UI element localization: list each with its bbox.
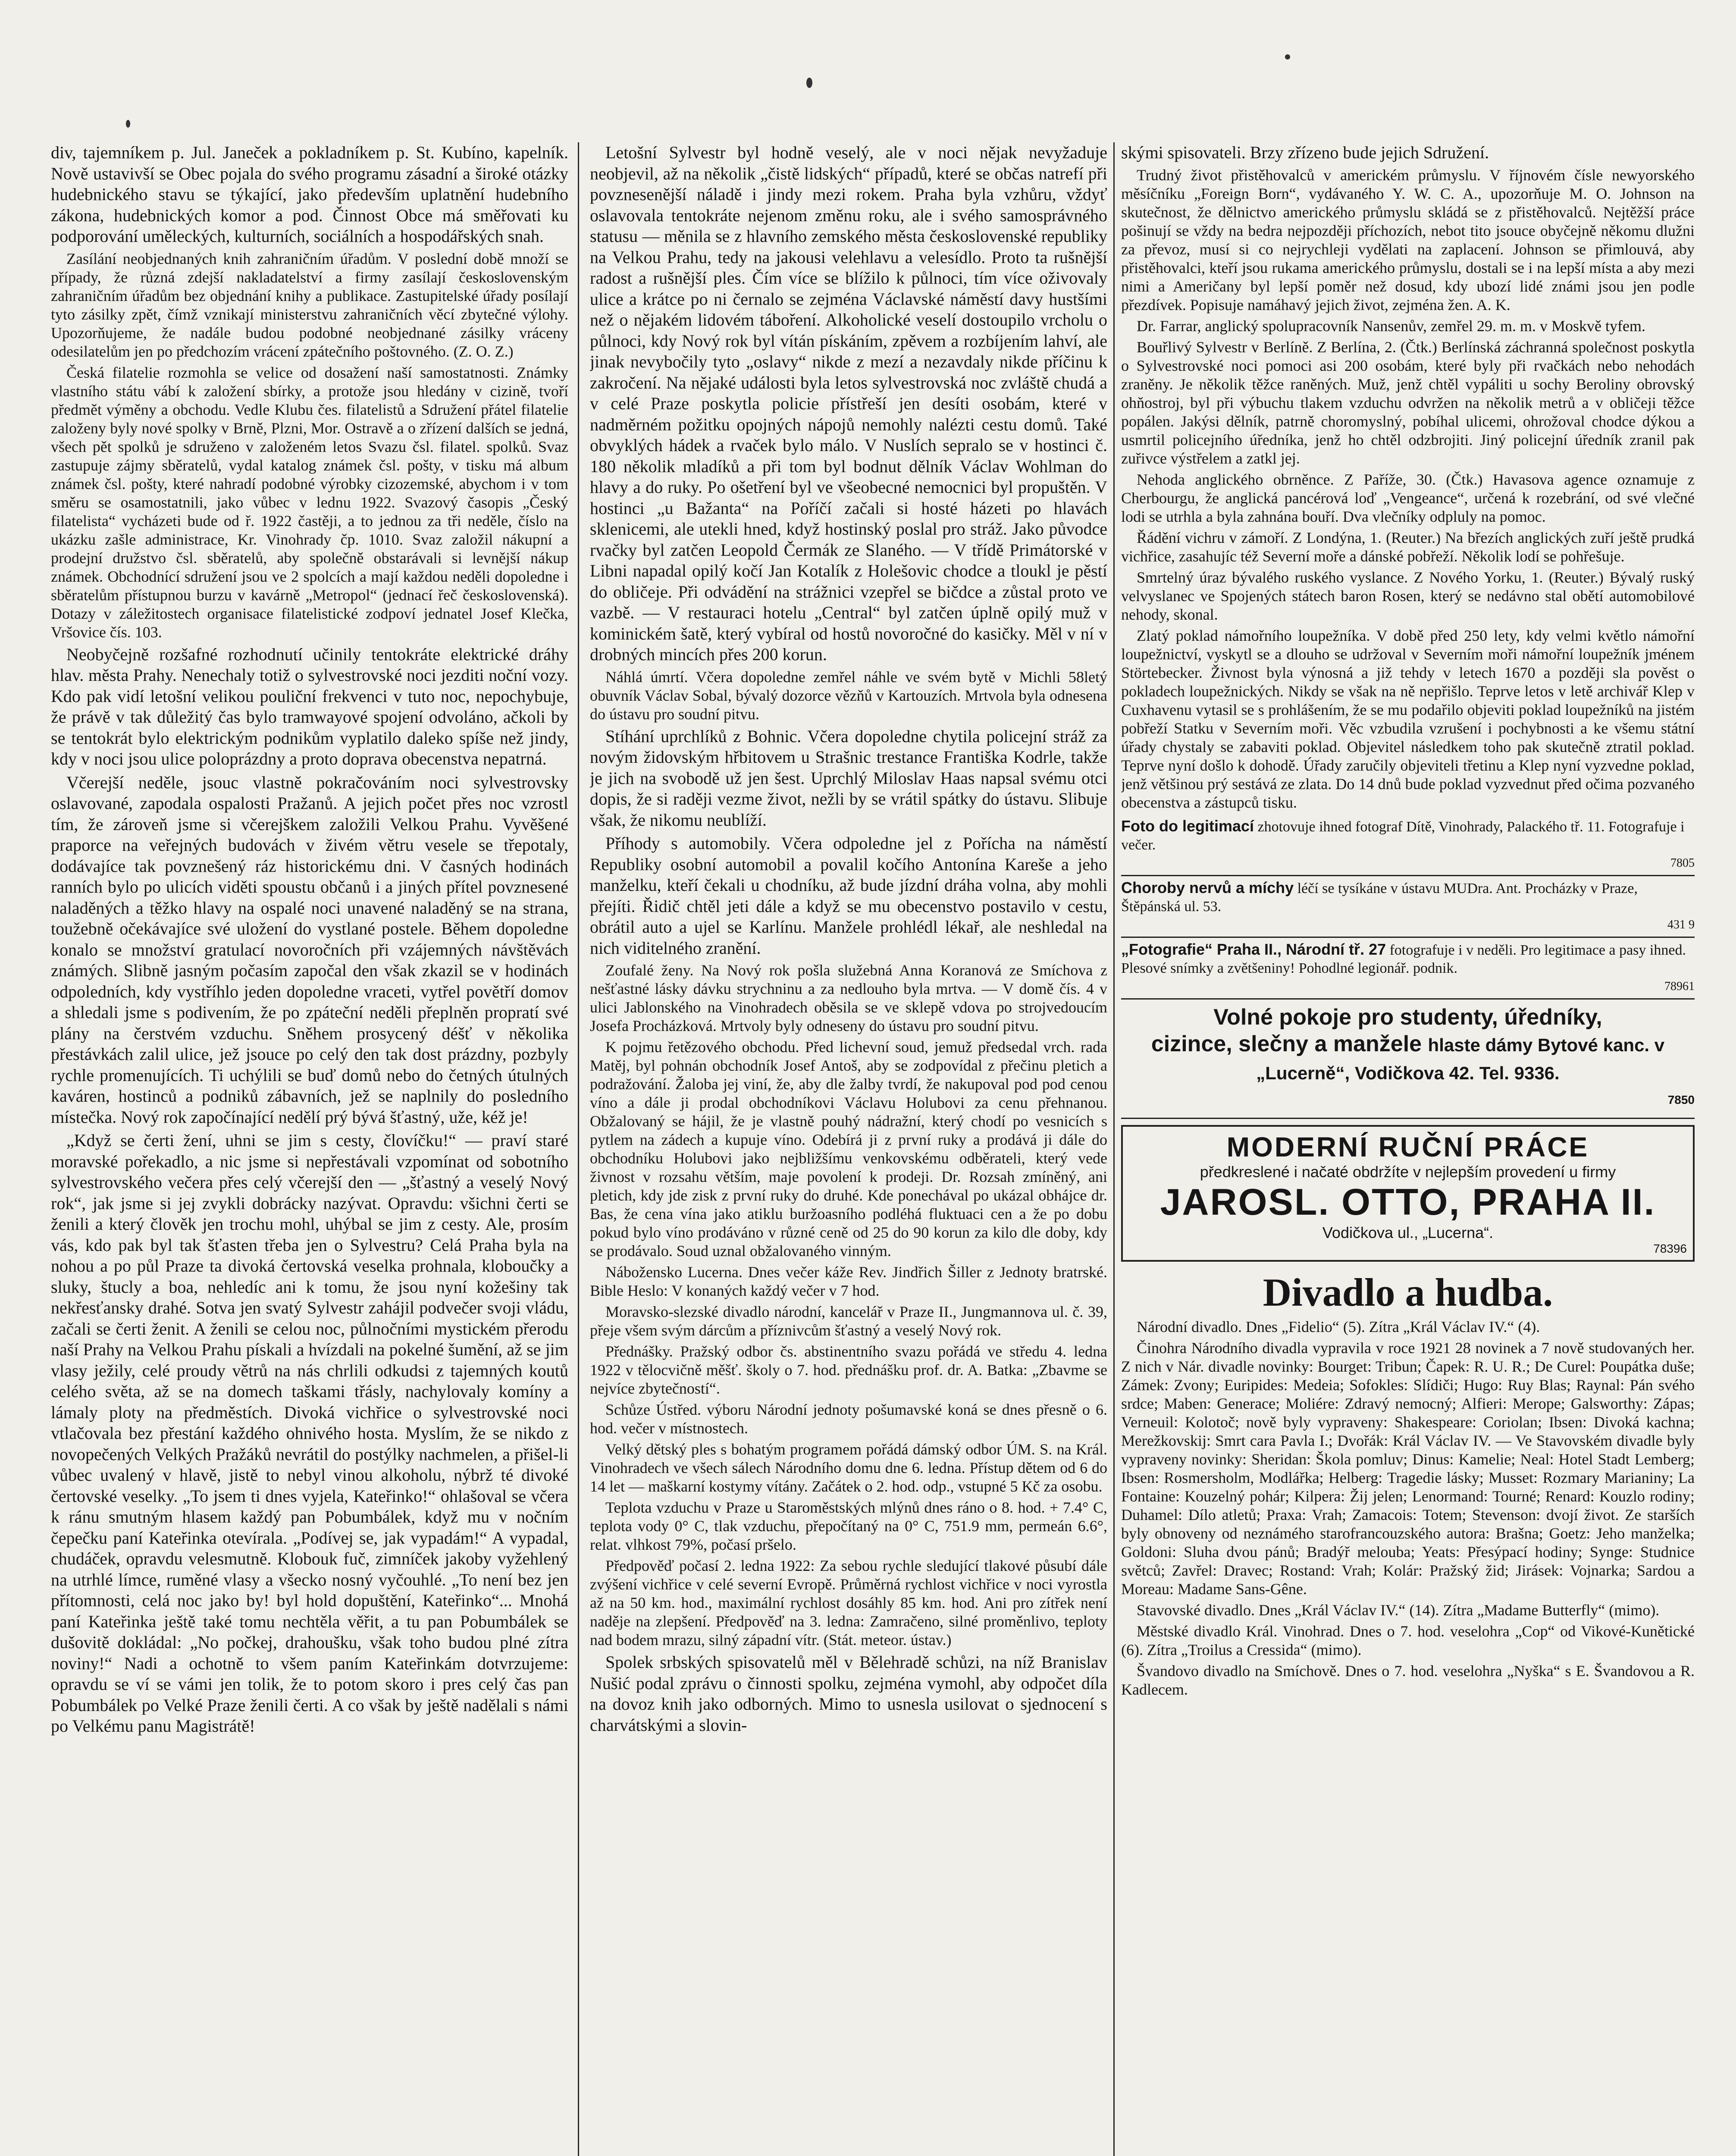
ad-label: Foto do legitimací	[1121, 817, 1254, 835]
theatre-paragraph: Stavovské divadlo. Dnes „Král Václav IV.“ (14). Zítra „Madame Butterfly“ (mimo).	[1137, 1601, 1660, 1619]
ink-speck	[126, 120, 130, 128]
ink-speck	[806, 78, 812, 88]
article-paragraph: Moravsko-slezské divadlo národní, kancelář v Praze II., Jungmannova ul. č. 39, přeje všem svým dárcům a příznivcům šťastný a veselý Nový rok.	[590, 1303, 1107, 1339]
classified-ad-fotografie	[1121, 938, 1695, 1000]
article-paragraph: Příhody s automobily. Včera odpoledne jel z Pořícha na náměstí Republiky osobní automobil a povalil kočího Antonína Kareše a jeho manželku, kteří čekali u chodníku, až bude jízdní dráha volna, aby mohli přejíti. Řidič chtěl jeti dále a když se mu obecenstvo postavilo v cestu, obrátil auto a ujel se Karlínu. Manžele prohlédl lékař, ale neshledal na nich viditelného zranění.	[590, 834, 1107, 958]
article-paragraph: Neobyčejně rozšafné rozhodnutí učinily tentokráte elektrické dráhy hlav. města Prahy. Nenechaly totiž o sylvestrovské noci jezditi noční vozy. Kdo pak vidí letošní velikou pouliční frekvenci v tuto noc, nepochybuje, že právě v tak důležitý čas bylo tramwayové spojení odvoláno, ačkoli by se tentokrát bylo elektrickým podnikům vyplatilo daleko spíše než jindy, kdy v noci jsou ulice poloprázdny a proto doprava obecenstva nepatrná.	[51, 644, 568, 768]
article-paragraph: Letošní Sylvestr byl hodně veselý, ale v noci nějak nevyžaduje neobjevil, až na několik „čistě lidských“ případů, které se občas natrefí při povznesenější náladě i jindy mezi rokem. Praha byla vzhůru, vždyť oslavovala tentokráte nejenom změnu roku, ale i svého samosprávného statusu — měnila se z hlavního zemského města československé republiky na Velkou Prahu, tedy na jakousi velehlavu a velesídlo. Proto ta rušnější radost a rušnější ples. Čím více se blížilo k půlnoci, tím více oživovaly ulice a krátce po ni černalo se zejména Václavské náměstí davy hustšími než o nějakém lidovém táboření. Alkoholické veselí dostoupilo vrcholu o půlnoci, kdy Nový rok byl vítán pískáním, zpěvem a rozbíjením lahví, ale jinak nevybočily tyto „oslavy“ nikde z mezí a nezavdaly nikde příčinu k zakročení. Na nějaké události byla letos sylvestrovská noc zvláště chudá a v celé Praze poskytla policie přístřeší jen desíti osobám, které v nadměrném požitku opojných nápojů nemohly nalézti cestu domů. Také obvyklých hádek a rvaček bylo málo. V Nuslích sepralo se v hostinci č. 180 několik mladíků a při tom byl bodnut dělník Václav Wohlman do hlavy a do ruky. Po ošetření byl ve všeobecné nemocnici byl propuštěn. V hostinci „u Bažanta“ na Poříčí začali si hosté házeti po hlavách sklenicemi, ale utekli hned, když hostinský poslal pro stráž. Jako původce rvačky byl zatčen Leopold Čermák ze Slaného. — V třídě Primátorské v Libni napadal opilý kočí Jan Kotalík z Holešovic chodce a tloukl je pěstí do obličeje. Při odvádění na strážnici vzepřel se bičdce a zůstal proto ve vazbě. — V restauraci hotelu „Central“ byl zatčen úplně opilý muž v kominickém šatě, který vybíral od hostů novoročné do kasičky. Měl v ní v drobných mincích přes 200 korun.	[590, 143, 1107, 664]
article-paragraph: Dr. Farrar, anglický spolupracovník Nansenův, zemřel 29. m. m. v Moskvě tyfem.	[1137, 317, 1645, 335]
theatre-paragraph: Činohra Národního divadla vypravila v roce 1921 28 novinek a 7 nově studovaných her. Z nich v Nár. divadle novinky: Bourget: Tribun; Čapek: R. U. R.; De Curel: Poupátka duše; Zámek: Zvony; Euripides: Medeia; Sofokles: Slídiči; Hugo: Ruy Blas; Raynal: Pán svého srdce; Maben: Generace; Moliére: Zdravý nemocný; Alfieri: Merope; Galsworthy: Zápas; Verneuil: Kolotoč; nově byly vypraveny: Shakespeare: Coriolan; Ibsen: Divoká kachna; Merežkovskij: Smrt cara Pavla I.; Dvořák: Král Václav IV. — Ve Stavovském divadle byly vypraveny novinky: Sheridan: Škola pomluv; Dinus: Kamelie; Neal: Hotel Stadt Lemberg; Ibsen: Rosmersholm, Modlářka; Helberg: Tragedie lásky; Musset: Rozmary Marianiny; La Fontaine: Kouzelný pohár; Kilpera: Žij jelen; Lenormand: Tourné; Renard: Kouzlo rodiny; Duhamel: Dílo atletů; Praxa: Vrah; Zamacois: Totem; Stevenson: dvojí život. Ze starších byly obnoveny od neznámého starofrancouzského autora: Brašna; Goetz: Jeho manželka; Goldoni: Sluha dvou pánů; Bradýř melouba; Yeats: Přesýpací hodiny; Synge: Studnice světců; Zavřel: Dravec; Rostand: Vrah; Kolár: Pražský žid; Jirásek: Vojnarka; Sardou a Moreau: Madame Sans-Gêne.	[1121, 1339, 1695, 1598]
column-rule	[578, 142, 579, 2156]
theatre-paragraph: Národní divadlo. Dnes „Fidelio“ (5). Zítra „Král Václav IV.“ (4).	[1137, 1318, 1540, 1335]
classified-ad-foto	[1121, 815, 1695, 876]
article-paragraph: Předpověď počasí 2. ledna 1922: Za sebou rychle sledující tlakové půsubí dále zvýšení vichřice v celé severní Evropě. Průměrná rychlost vichřice v noci vyrostla až na 50 km. hod., maximální rychlost dosáhly 85 km. hod. Ani pro zítřek není naděje na zlepšení. Předpověď na 3. ledna: Zamračeno, silné proměnlivo, teploty nad bodem mrazu, silný západní vítr. (Stát. meteor. ústav.)	[590, 1557, 1107, 1648]
article-paragraph: Nehoda anglického obrněnce. Z Paříže, 30. (Čtk.) Havasova agence oznamuje z Cherbourgu, že anglická pancérová loď „Vengeance“, určená k rozebrání, od své vlečné lodi se utrhla a byla zahnána bouří. Dva vlečníky odpluly na pomoc.	[1121, 470, 1695, 525]
article-paragraph: Zlatý poklad námořního loupežníka. V době před 250 lety, kdy velmi květlo námořní loupežnictví, vyskytl se a dlouho se udržoval v Severním moři námořní loupežník jménem Störtebecker. Živnost byla výnosná a již tehdy v letech 1670 a později sla pověst o pokladech loupežnických. Nikdy se však na ně nepřišlo. Teprve letos v letě archivář Klep v Cuxhavenu vytasil se s prohlášením, že se mu podařilo objeviti poklad loupežníků na jistém pobřeží Statku v Severním moři. Věc vzbudila vzrušení i pochybnosti a ke všemu státní úřady chystaly se zabaviti poklad. Objevitel následkem toho pak skutečně ztratil poklad. Teprve nyní došlo k dohodě. Úřady zaručily objeviteli třetinu a Klep nyní vyzvedne poklad, jenž většinou prý sestává ze zlata. Do 14 dnů bude poklad vyzvednut před očima pozvaného obecenstva a zástupců tisku.	[1121, 627, 1695, 811]
ad-text: fotografuje i v neděli. Pro legitimace a pasy ihned. Plesové snímky a zvětšeniny! Pohodlné legionář. podnik.	[1121, 942, 1686, 976]
ink-speck	[1285, 54, 1290, 60]
article-paragraph: Nábožensko Lucerna. Dnes večer káže Rev. Jindřich Šiller z Jednoty bratrské. Bible Heslo: V konaných každý večer v 7 hod.	[590, 1263, 1107, 1299]
article-paragraph: Zasílání neobjednaných knih zahraničním úřadům. V poslední době množí se případy, že různá zdejší nakladatelství a firmy zasílají československým zahraničním úřadům bez objednání knihy a publikace. Zastupitelské úřady posílají tyto zásilky zpět, čímž vznikají ministerstvu zahraničních věcí zbytečné výlohy. Upozorňujeme, že nadále budou podobné neobjednané zásilky vráceny odesilatelům jen po předchozím vrácení zpátečního poštovného. (Z. O. Z.)	[51, 250, 568, 360]
article-paragraph: Schůze Ústřed. výboru Národní jednoty pošumavské koná se dnes přesně o 6. hod. večer v místnostech.	[590, 1401, 1107, 1437]
section-heading-divadlo: Divadlo a hudba.	[1263, 1270, 1553, 1314]
article-paragraph: Velký dětský ples s bohatým programem pořádá dámský odbor ÚM. S. na Král. Vinohradech ve všech sálech Národního domu dne 6. ledna. Přístup dětem od 6 do 14 let — maškarní kostymy vítány. Začátek o 2. hod. odp., vstupné 5 Kč za osobu.	[590, 1441, 1107, 1495]
ad-text: zhotovuje ihned fotograf Dítě, Vinohrady, Palackého tř. 11. Fotografuje i večer.	[1121, 818, 1685, 853]
article-paragraph: „Když se čerti žení, uhni se jim s cesty, človíčku!“ — praví staré moravské pořekadlo, a nic jsme si nepřestávali vzpomínat od sobotního sylvestrovského večera přes celý včerejší den — „šťastný a veselý Nový rok“, jak jsme si jej zvykli dobrácky nazývat. Opravdu: všichni čerti se ženili a který člověk jen trochu mohl, uhýbal se jim z cesty. Ale, prosím vás, kdo pak byl tak šťasten třeba jen o Sylvestru? Celá Praha byla na nohou a po půl Praze ta divoká čertovská veselka prohnala, kloboučky a sluky, štucly a boa, nehledíc ani k tomu, že jsou nyní kožešiny tak nekřesťansky drahé. Sotva jen svatý Sylvestr zahájil podvečer svoji vládu, začali se čerti ženit. A ženili se celou noc, půlnočními mystickém přerodu naší Prahy na Velkou Prahu pískali a hvízdali na pokelné šumění, až se jim vlasy ježily, celé proudy větrů na nás chrlili odkudsi z tajemných koutů celého světa, až se na domech taškami třásly, nachylovaly komíny a lámaly ploty na předměstích. Divoká vichřice o sylvestrovské noci vtlačovala bez přestání každého ohnivého hosta. Myslím, že se nikdo z novopečených Velkých Pražáků nevrátil do postýlky nachmelen, a přišel-li vůbec uvalený v hlavě, jistě to nebyl vinou alkoholu, nýbrž té divoké čertovské veselky. „To jsem ti dnes vyjela, Kateřinko!“ ohlašoval se včera k ránu smutným hlasem každý pan Pobumbálek, když mu v nočním čepečku paní Kateřinka otevírala. „Podívej se, jak vypadám!“ A vypadal, chudáček, opravdu velesmutně. Klobouk fuč, zimníček jakoby vyžehlený na utrhlé límce, ruměné vlasy a všecko nosný vyčouhlé. „To není bez jen přítomnosti, celá noc jako by! byl hold dopuštění, Kateřinko“... Mnohá paní Kateřinka ještě také tomu nechtěla věřit, a tu pan Pobumbálek se dušovitě dokládal: „No počkej, drahoušku, však toho budou plné zítra noviny!“ Nadi a ochotně to všem paním Kateřinkám dotvrzujeme: opravdu se ví se vámi jen tolik, že to potom skoro i pres celý čas pan Pobumbálek po Velké Praze ženili čerti. A co však by ještě nadělali s námi po Velkému panu Magistrátě!	[51, 1131, 568, 1736]
classified-ad-choroby	[1121, 876, 1695, 938]
article-paragraph: Spolek srbských spisovatelů měl v Bělehradě schůzi, na níž Branislav Nušić podal zprávu o činnosti spolku, zejména vymohl, aby odpočet díla na dovoz knih jako odborných. Mimo to usnesla usilovat o sjednocení s charvátskými a slovin-	[590, 1652, 1107, 1735]
ad-text: hlaste dámy Bytové kanc. v „Lucerně“, Vodičkova 42. Tel. 9336.	[1256, 1034, 1665, 1083]
article-paragraph: Přednášky. Pražský odbor čs. abstinentního svazu pořádá ve středu 4. ledna 1922 v tělocvičně měšť. školy o 7. hod. přednášku prof. dr. A. Batka: „Zbavme se nejvíce zbytečností“.	[590, 1343, 1107, 1397]
article-paragraph: Teplota vzduchu v Praze u Staroměstských mlýnů dnes ráno o 8. hod. + 7.4° C, teplota vody 0° C, tlak vzduchu, přepočítaný na 0° C, 751.9 mm, permeán 6.6°, relat. vlhkost 79%, počasí pršelo.	[590, 1499, 1107, 1553]
ad-headline: Volné pokoje pro studenty, úředníky,	[1213, 1004, 1602, 1030]
display-ad-rucni-prace	[1121, 1125, 1695, 1262]
column-3	[1121, 142, 1695, 2156]
article-paragraph: Bouřlivý Sylvestr v Berlíně. Z Berlína, 2. (Čtk.) Berlínská záchranná společnost poskytla o Sylvestrovské noci pomoci asi 200 osobám, které byly při rvačkách nebo nehodách zraněny. Je několik těžce raněných. Muž, jenž chtěl vypáliti u sochy Beroliny obrovský ohňostroj, byl při výbuchu tlakem vzduchu odvržen na několik metrů a v obličeji těžce popálen. Jakýsi dělník, patrně choromyslný, pobíhal ulicemi, ohrožoval chodce dýkou a usmrtil policejního úředníka, jenž ho chtěl odzbrojiti. Jiný policejní úředník zranil pak zuřivce výstřelem a zatkl jej.	[1121, 338, 1695, 467]
theatre-paragraph: Švandovo divadlo na Smíchově. Dnes o 7. hod. veselohra „Nyška“ s E. Švandovou a R. Kadlecem.	[1121, 1662, 1695, 1698]
ad-label: „Fotografie“ Praha II., Národní tř. 27	[1121, 940, 1386, 958]
article-paragraph: Česká filatelie rozmohla se velice od dosažení naší samostatnosti. Známky vlastního státu vábí k založení sbírky, a protože jsou hledány v cizině, tvoří předmět výměny a obchodu. Vedle Klubu čes. filatelistů a Sdružení přátel filatelie založeny byly nové spolky v Brně, Plzni, Mor. Ostravě a o zřízení dalších se jedná, všech pět spolků je sdruženo v založeném letos Svazu čsl. filatel. spolků. Svaz zastupuje zájmy sběratelů, vydal katalog známek čsl. pošty, v tisku má album známek čsl. pošty, které nahradí podobné výrobky cizozemské, abychom i v tom směru se osamostatnili, jako vůbec v lednu 1922. Svazový časopis „Český filatelista“ vycházeti bude od ř. 1922 častěji, a to jednou za tři neděle, číslo na ukázku zašle administrace, Kr. Vinohrady čp. 1010. Svaz založil nákupní a prodejní družstvo čsl. sběratelů, aby společně obstarávali si levnější nákup známek. Obchodnící sdružení jsou ve 2 spolcích a mají každou neděli dopoledne i sběratelům přístupnou burzu v kavárně „Metropol“ (jednací řeč československá). Dotazy v záležitostech organisace filatelistické zodpoví jednatel Josef Klečka, Vršovice čís. 103.	[51, 364, 568, 641]
article-paragraph: Trudný život přistěhovalců v americkém průmyslu. V říjnovém čísle newyorského měsíčníku „Foreign Born“, vydávaného Y. W. C. A., upozorňuje M. O. Johnson na skutečnost, že dělnictvo amerického průmyslu skládá se z přistěhovalců. Nejtěžší práce pošinují se vždy na bedra nejpozději příchozích, nebot tito jsouce obyčejně někomu dlužni za převoz, musí si co nejrychleji vydělati na zaplacení. Johnson se přimlouvá, aby přistěhovalci, kteří jsou rukama amerického průmyslu, dostali se i na lepší místa a aby mezi nimi a Američany byl lepší poměr než dosud, kdy ubozí lidé známi jsou jen podle přezdívek. Popisuje namáhavý jejich život, zejména žen. A. K.	[1121, 166, 1695, 313]
ad-text: léčí se tysíkáne v ústavu MUDra. Ant. Procházky v Praze, Štěpánská ul. 53.	[1121, 880, 1638, 915]
ad-firm: JAROSL. OTTO, PRAHA II.	[1160, 1181, 1656, 1223]
ad-subtitle: předkreslené i načaté obdržíte v nejlepším provedení u firmy	[1200, 1163, 1616, 1181]
ad-number: 78396	[1653, 1241, 1687, 1255]
column-rule	[1113, 142, 1115, 2156]
article-paragraph: Stíhání uprchlíků z Bohnic. Včera dopoledne chytila policejní stráž za novým židovským hřbitovem u Strašnic trestance Františka Kodrle, takže je jich na svobodě už jen šest. Uprchlý Miloslav Haas napsal svému otci dopis, že si raději vezme život, nežli by se vrátil spátky do ústavu. Slibuje však, že nikomu neublíží.	[590, 726, 1107, 830]
article-paragraph: K pojmu řetězového obchodu. Před lichevní soud, jemuž předsedal vrch. rada Matěj, byl pohnán obchodník Josef Antoš, aby se zodpovídal z přečinu pletich a podražování. Žaloba jej viní, že, aby dle žalby tvrdí, že nakupoval pod pod cenou víno a dále ji prodal obchodníkovi Václavu Holubovi za cenu přehnanou. Obžalovaný se hájil, že je vlastně pouhý nádražní, který chodí po vesnicích s pytlem na zádech a kupuje víno. Odebírá ji z první ruky a prodává ji dále do obchodníku Holubovi jako nejbližšímu venkovskému odběrateli, který vede živnost v rozsahu větším, maje povolení k prodeji. Dr. Rozsah zmíněný, ani pletich, kdy jde zisk z první ruky do druhé. Kde ponechával po ukázal obhájce dr. Bas, že cena vína jako atiklu buržoasního podléhá fluktuaci cen a že po dobu pokud bylo víno prodáváno v různé ceně od 25 do 90 korun za kilo dle doby, kdy se prodávalo. Soud uznal obžalovaného vinným.	[590, 1038, 1107, 1260]
article-paragraph: skými spisovateli. Brzy zřízeno bude jejich Sdružení.	[1121, 143, 1489, 162]
ad-headline: cizince, slečny a manžele hlaste dámy Bytové kanc. v „Lucerně“, Vodičkova 42. Tel. 9336.	[1151, 1031, 1665, 1083]
theatre-paragraph: Městské divadlo Král. Vinohrad. Dnes o 7. hod. veselohra „Cop“ od Vikové-Kunětické (6). Zítra „Troilus a Cressida“ (mimo).	[1121, 1622, 1695, 1658]
ad-label: Choroby nervů a míchy	[1121, 878, 1294, 896]
article-paragraph: Včerejší neděle, jsouc vlastně pokračováním noci sylvestrovsky oslavované, zapodala ospalosti Pražanů. A jejich počet přes noc vzrostl tím, že zároveň jsme si včerejškem založili Velkou Prahu. Vyvěšené praporce na veřejných budovách v živém větru vesele se třepotaly, dodávajíce tak povznešený ráz historickému dni. V časných hodinách ranních bylo po ulicích viděti spoustu občanů i a jiných přítel povznesené naladěných a těžko hlavy na ospalé noci unavené naladěný se na strana, toužebně očekávajíce své uložení do vystlané postele. Během dopoledne konalo se množství gratulací novoročních při vzájemných návštěvách známých. Slibně jasným počasím započal den však zkazil se v hodinách odpoledních, kdy vystříhlo jeden dopoledne vraceti, vytřel povětří domov a shledali jsme s podivením, že po zpáteční neděli přeplněn propratí své plány na čerstvém vzduchu. Sněhem prosycený déšť v několika přestávkách zalil ulice, jež jsouce po celý den tak dost prázdny, pozbyly rychle promenujících. Ti uchýlili se buď domů nebo do četných útulných kaváren, hostinců a podniků zábavních, jež se naplnily do posledního místečka. Nový rok započínající nedělí prý bývá šťastný, uže, kéž je!	[51, 772, 568, 1127]
ad-number: 78961	[1664, 979, 1695, 993]
column-2	[590, 142, 1107, 2156]
article-paragraph: Smrtelný úraz bývalého ruského vyslance. Z Nového Yorku, 1. (Reuter.) Bývalý ruský velvyslanec ve Spojených státech baron Rosen, který se nedávno stal obětí automobilové nehody, skonal.	[1121, 568, 1695, 623]
article-paragraph: Náhlá úmrtí. Včera dopoledne zemřel náhle ve svém bytě v Michli 58letý obuvník Václav Sobal, bývalý dozorce vězňů v Kartouzích. Mrtvola byla odnesena do ústavu pro soudní pitvu.	[590, 668, 1107, 723]
ad-number: 7850	[1667, 1093, 1695, 1106]
ad-title: MODERNÍ RUČNÍ PRÁCE	[1226, 1131, 1589, 1163]
article-paragraph: Zoufalé ženy. Na Nový rok pošla služebná Anna Koranová ze Smíchova z nešťastné lásky dávku strychninu a za nedlouho byla mrtva. — V domě čís. 4 v ulici Jablonského na Vinohradech oběsila se ve sklepě vdova po strojvedoucím Josefa Procházková. Mrtvoly byly odneseny do ústavu pro soudní pitvu.	[590, 962, 1107, 1034]
column-1	[51, 142, 568, 2156]
article-paragraph: Řádění vichru v zámoří. Z Londýna, 1. (Reuter.) Na březích anglických zuří ještě prudká vichřice, zasahujíc též Severní moře a dánské pobřeží. Několik lodí se pohřešuje.	[1121, 529, 1695, 565]
ad-address: Vodičkova ul., „Lucerna“.	[1322, 1223, 1494, 1241]
ad-number: 431 9	[1667, 918, 1695, 931]
ad-number: 7805	[1670, 856, 1695, 870]
classified-ad-rooms	[1121, 1000, 1695, 1119]
article-paragraph: div, tajemníkem p. Jul. Janeček a pokladníkem p. St. Kubíno, kapelník. Nově ustavivší se Obec pojala do svého programu zásadní a široké otázky hudebnického stavu se týkající, jako především uplatnění hudebního zákona, hudebnických komor a pod. Činnost Obce má směřovati ku podporování uměleckých, kulturních, sociálních a hospodářských snah.	[51, 143, 568, 246]
